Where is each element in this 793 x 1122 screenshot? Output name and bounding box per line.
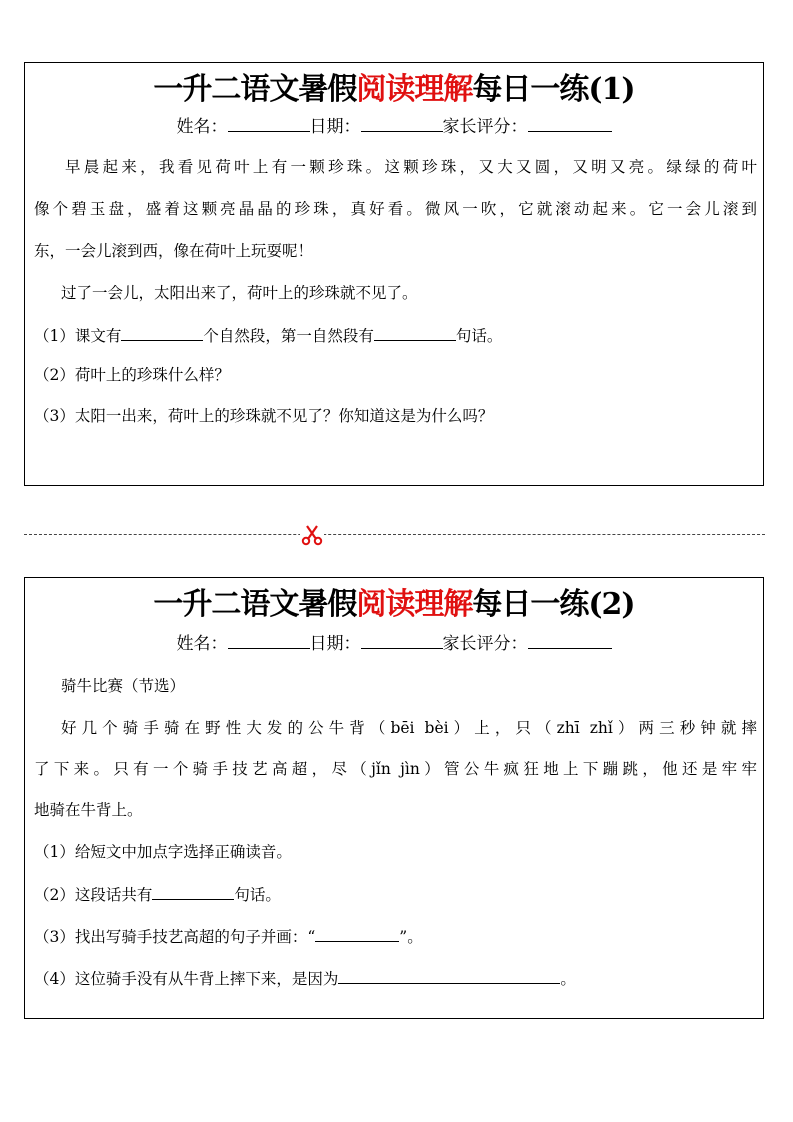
- title-highlight: 阅读理解: [356, 587, 473, 622]
- question-2: （2）荷叶上的珍珠什么样？: [34, 366, 230, 384]
- date-blank: [361, 632, 443, 649]
- title-highlight: 阅读理解: [356, 72, 473, 107]
- question-text: 句话。: [455, 327, 503, 345]
- passage-title: 骑牛比赛（节选）: [61, 677, 186, 695]
- question-text: 。: [560, 970, 576, 988]
- question-text: 个自然段，第一自然段有: [203, 327, 374, 345]
- question-1: （1）给短文中加点字选择正确读音。: [34, 843, 292, 861]
- name-blank: [228, 632, 310, 649]
- name-label: 姓名：: [176, 117, 228, 137]
- title-suffix: 每日一练(2): [472, 587, 635, 622]
- passage-line: 过了一会儿，太阳出来了，荷叶上的珍珠就不见了。: [61, 284, 418, 302]
- question-2: [34, 883, 757, 905]
- date-blank: [361, 115, 443, 132]
- exercise-title: [25, 73, 763, 107]
- student-info-row: [25, 115, 763, 138]
- scissors-icon-graphic: [300, 523, 324, 547]
- score-blank: [528, 115, 612, 132]
- answer-blank: [121, 324, 203, 341]
- question-text: （4）这位骑手没有从牛背上摔下来，是因为: [34, 970, 339, 988]
- exercise-title: [25, 588, 763, 622]
- student-info-row: [25, 632, 763, 655]
- passage-line: 早晨起来，我看见荷叶上有一颗珍珠。这颗珍珠，又大又圆，又明又亮。绿绿的荷叶: [65, 158, 757, 176]
- title-suffix: 每日一练(1): [472, 72, 635, 107]
- name-label: 姓名：: [176, 634, 228, 654]
- exercise-card-2: [24, 577, 764, 1019]
- question-text: （1）课文有: [34, 327, 122, 345]
- cut-line-divider: [24, 534, 765, 535]
- score-label: 家长评分：: [442, 634, 528, 654]
- answer-blank: [338, 967, 560, 984]
- exercise-card-1: [24, 62, 764, 486]
- date-label: 日期：: [309, 634, 361, 654]
- question-4: [34, 967, 757, 989]
- answer-blank: [374, 324, 456, 341]
- question-3: [34, 925, 757, 947]
- question-1: [34, 324, 757, 346]
- date-label: 日期：: [309, 117, 361, 137]
- question-text: （3）找出写骑手技艺高超的句子并画：“: [34, 928, 316, 946]
- name-blank: [228, 115, 310, 132]
- passage-line: 像个碧玉盘，盛着这颗亮晶晶的珍珠，真好看。微风一吹，它就滚动起来。它一会儿滚到: [34, 200, 757, 218]
- question-text: ”。: [399, 928, 423, 946]
- scissors-icon: [300, 523, 324, 547]
- title-prefix: 一升二语文暑假: [153, 587, 357, 622]
- passage-line: 东，一会儿滚到西，像在荷叶上玩耍呢！: [34, 242, 314, 260]
- answer-blank: [315, 925, 399, 942]
- score-label: 家长评分：: [442, 117, 528, 137]
- passage-line: 了下来。只有一个骑手技艺高超，尽（jǐn jìn）管公牛疯狂地上下蹦跳，他还是牢牢: [34, 760, 757, 778]
- passage-line: 好几个骑手骑在野性大发的公牛背（bēi bèi）上，只（zhī zhǐ）两三秒钟就摔: [61, 719, 757, 737]
- score-blank: [528, 632, 612, 649]
- answer-blank: [152, 883, 234, 900]
- question-text: （2）这段话共有: [34, 886, 153, 904]
- title-prefix: 一升二语文暑假: [153, 72, 357, 107]
- passage-line: 地骑在牛背上。: [34, 801, 143, 819]
- question-text: 句话。: [234, 886, 281, 904]
- question-3: （3）太阳一出来，荷叶上的珍珠就不见了？你知道这是为什么吗？: [34, 407, 494, 425]
